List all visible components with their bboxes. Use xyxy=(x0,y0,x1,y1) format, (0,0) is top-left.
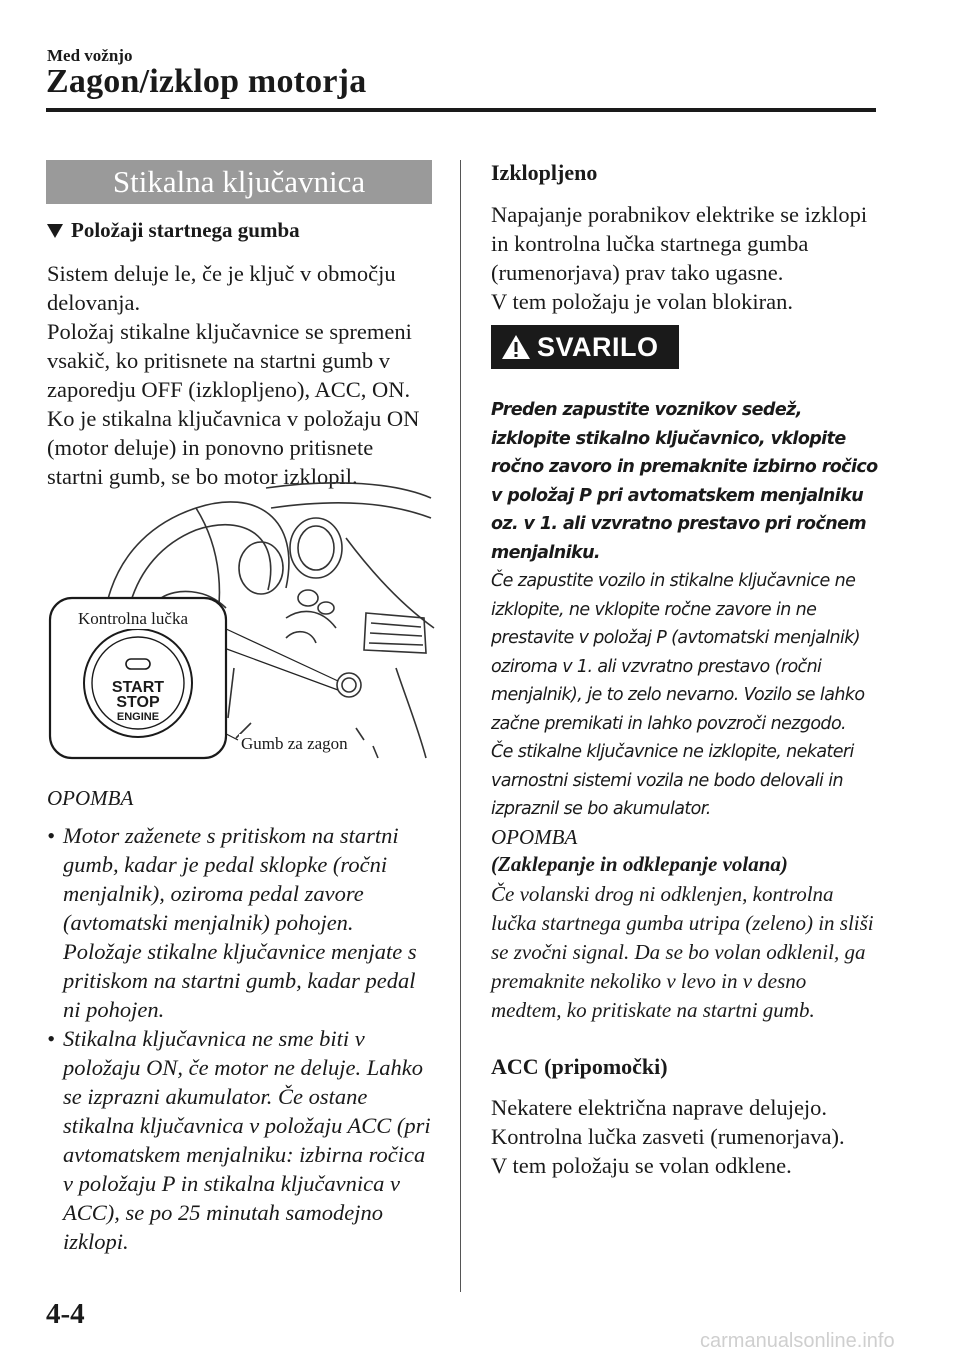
warning-bold-text: Preden zapustite voznikov sedež, izklopite stikalno ključavnico, vklopite ročno zavoro in premaknite izbirno ročico v položaj P pri avtomatskem menjalniku oz. v 1. ali vzvratno prestavo pri ročnem menjalniku. xyxy=(491,400,878,563)
bullet-dot: • xyxy=(47,823,55,848)
bullet-dot: • xyxy=(47,1026,55,1051)
page-number: 4-4 xyxy=(46,1298,85,1330)
column-divider xyxy=(460,160,461,1292)
watermark: carmanualsonline.info xyxy=(700,1330,895,1352)
button-start-text: START xyxy=(111,679,165,696)
warning-icon xyxy=(501,333,531,361)
paragraph-3: Ko je stikalna ključavnica v položaju ON (motor deluje) in ponovno pritisnete startni gumb, se bo motor izklopil. xyxy=(47,406,420,489)
note-bullet-text: Motor zaženete s pritiskom na startni gumb, kadar je pedal sklopke (ročni menjalnik), oziroma pedal zavore (avtomatski menjalnik) pohojen. Položaje stikalne ključavnice menjate s pritiskom na startni gumb, kadar pedal ni pohojen. xyxy=(63,823,417,1022)
subheading xyxy=(47,218,300,243)
note-list-left xyxy=(47,821,435,1256)
note-subtitle-right: (Zaklepanje in odklepanje volana) xyxy=(491,852,788,876)
intro-text xyxy=(47,259,432,491)
off-heading: Izklopljeno xyxy=(491,160,598,185)
off-paragraph-1: Napajanje porabnikov elektrike se izklopi in kontrolna lučka startnega gumba (rumenorjava) prav tako ugasne. xyxy=(491,202,868,285)
note-bullet xyxy=(47,821,435,1024)
paragraph-2: Položaj stikalne ključavnice se spremeni vsakič, ko pritisnete na startni gumb v zaporedju OFF (izklopljeno), ACC, ON. xyxy=(47,319,412,402)
warning-paragraph-1: Če zapustite vozilo in stikalne ključavnice ne izklopite, ne vklopite ročne zavore in ne prestavite v položaj P (avtomatski menjalnik) oziroma v 1. ali vzvratno prestavo (ročni menjalnik), je to zelo nevarno. Vozilo se lahko začne premikati in lahko povzroči nezgodo. xyxy=(491,571,865,734)
acc-paragraph-1: Nekatere električna naprave delujejo. xyxy=(491,1095,828,1120)
note-title-left: OPOMBA xyxy=(47,786,134,810)
note-title-right: OPOMBA xyxy=(491,825,578,849)
section-banner xyxy=(46,160,432,204)
warning-paragraph-2: Če stikalne ključavnice ne izklopite, nekateri varnostni sistemi vozila ne bodo delovali in izpraznil se bo akumulator. xyxy=(491,742,854,819)
off-paragraph-2: V tem položaju je volan blokiran. xyxy=(491,289,794,314)
subheading-text: Položaji startnega gumba xyxy=(71,218,300,242)
off-text xyxy=(491,200,881,316)
section-label: Med vožnjo xyxy=(47,46,133,65)
button-engine-text: ENGINE xyxy=(116,711,160,723)
note-bullet xyxy=(47,1024,435,1256)
warning-badge xyxy=(491,325,679,369)
acc-heading: ACC (pripomočki) xyxy=(491,1054,668,1079)
note-bullet-text: Stikalna ključavnica ne sme biti v položaju ON, če motor ne deluje. Lahko se izprazni akumulator. Če ostane stikalna ključavnica v položaju ACC (pri avtomatskem menjalniku: izbirna ročica v položaju P in stikalna ključavnica v ACC), se po 25 minutah samodejno izklopi. xyxy=(63,1026,431,1254)
note-text-right: Če volanski drog ni odklenjen, kontrolna lučka startnega gumba utripa (zeleno) in sliši se zvočni signal. Da se bo volan odklenil, ga premaknite nekoliko v levo in v desno medtem, ko pritiskate na startni gumb. xyxy=(491,882,874,1022)
indicator-label: Kontrolna lučka xyxy=(78,609,188,628)
warning-label: SVARILO xyxy=(537,331,659,362)
header-rule xyxy=(46,108,876,112)
triangle-down-icon xyxy=(47,224,63,238)
start-button-figure xyxy=(46,478,436,770)
paragraph-1: Sistem deluje le, če je ključ v območju delovanja. xyxy=(47,261,396,315)
acc-paragraph-2: Kontrolna lučka zasveti (rumenorjava). xyxy=(491,1124,845,1149)
page-title: Zagon/izklop motorja xyxy=(46,63,367,100)
acc-text xyxy=(491,1093,881,1180)
start-button-label: Gumb za zagon xyxy=(241,734,348,753)
section-banner-text: Stikalna ključavnica xyxy=(112,164,366,199)
acc-paragraph-3: V tem položaju se volan odklene. xyxy=(491,1153,792,1178)
warning-text xyxy=(491,396,886,824)
button-stop-text: STOP xyxy=(116,694,160,711)
